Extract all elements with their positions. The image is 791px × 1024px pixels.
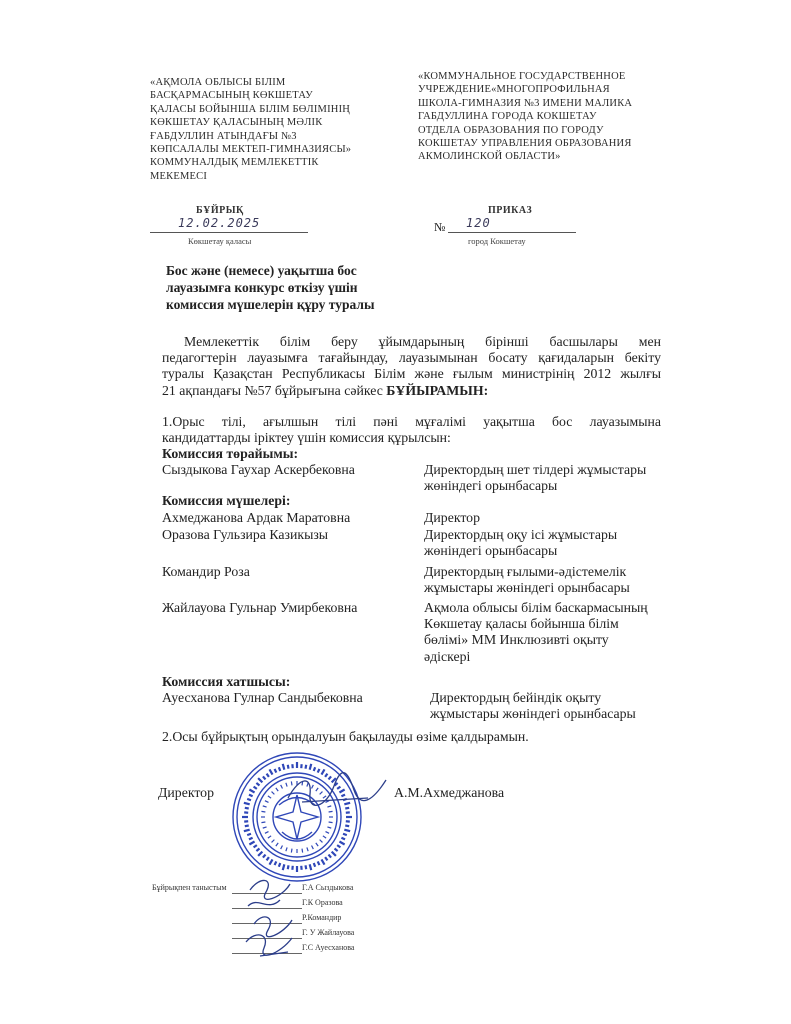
signature-name: А.М.Ахмеджанова [394,785,505,800]
title-line: Бос және (немесе) уақытша бос [166,263,357,278]
header-kz-line: ҒАБДУЛЛИН АТЫНДАҒЫ №3 [150,130,297,142]
chair-name: Сыздыкова Гаухар Аскербековна [162,462,355,477]
member-role-line: әдіскері [424,648,471,664]
order-verb: БҰЙЫРАМЫН: [386,382,489,398]
member-role [424,600,648,665]
date-line [150,232,308,233]
header-ru-line: АКМОЛИНСКОЙ ОБЛАСТИ» [418,151,561,163]
member-role [424,564,630,596]
header-ru-line: «КОММУНАЛЬНОЕ ГОСУДАРСТВЕННОЕ [418,71,626,82]
ack-name: Г. У Жайлауова [302,928,355,937]
ack-name: Г.А Сыздыкова [302,883,354,892]
member-role [424,510,480,526]
header-kz-line: ҚАЛАСЫ БОЙЫНША БІЛІМ БӨЛІМІНІҢ [150,103,351,115]
member-name: Оразова Гульзира Казикызы [162,527,329,542]
member-role-line: Директордың оқу ісі жұмыстары [424,527,618,542]
member-role-line: жөніндегі орынбасары [424,543,558,559]
order-number: 120 [466,216,491,230]
member-role [424,527,617,559]
signature-position: Директор [158,785,214,800]
intro-last-text: 21 ақпандағы №57 бұйрығына сәйкес [162,382,387,398]
header-kz-line: МЕКЕМЕСІ [150,170,208,182]
title-line: лауазымға конкурс өткізу үшін [166,280,358,295]
ack-signatures [240,872,300,962]
member-name: Ахмеджанова Ардак Маратовна [162,510,351,525]
header-kz [150,76,380,183]
director-signature [282,768,392,812]
intro-line: педагогтерін лауазымға тағайындау, лауазымынан босату қағидаларын бекіту [162,350,661,366]
ack-name: Р.Командир [302,913,342,922]
ack-name: Г.К Оразова [302,898,343,907]
intro-line: Мемлекеттік білім беру ұйымдарының бірінші басшылары мен [184,334,661,349]
document-title [166,262,375,313]
item-1-line: 1.Орыс тілі, ағылшын тілі пәні мұғалімі уақытша бос лауазымына [162,414,661,429]
header-ru-line: УЧРЕЖДЕНИЕ«МНОГОПРОФИЛЬНАЯ [418,84,610,96]
secretary-role-line: Директордың бейіндік оқыту [430,690,602,705]
item-1-line: кандидаттарды іріктеу үшін комиссия құрылсын: [162,430,451,446]
member-role-line: Директордың ғылыми-әдістемелік [424,564,627,579]
intro-line [162,383,661,399]
header-ru-line: ОТДЕЛА ОБРАЗОВАНИЯ ПО ГОРОДУ [418,124,604,136]
intro-line: туралы Қазақстан Республикасы Білім және ғылым министрінің 2012 жылғы [162,366,661,382]
ack-label: Бұйрықпен таныстым [152,883,227,892]
chair-heading: Комиссия төрайымы: [162,446,299,461]
number-line [448,232,576,233]
header-kz-line: БАСҚАРМАСЫНЫҢ КӨКШЕТАУ [150,90,313,102]
secretary-name: Ауесханова Гулнар Сандыбековна [162,690,363,705]
header-kz-line: КӨКШЕТАУ ҚАЛАСЫНЫҢ МӘЛІК [150,117,323,129]
secretary-heading: Комиссия хатшысы: [162,674,291,689]
header-ru-line: КОКШЕТАУ УПРАВЛЕНИЯ ОБРАЗОВАНИЯ [418,138,632,150]
chair-role-line: жөніндегі орынбасары [424,478,558,494]
header-ru-line: ШКОЛА-ГИМНАЗИЯ №3 ИМЕНИ МАЛИКА [418,97,633,109]
member-role-line: жұмыстары жөніндегі орынбасары [424,580,630,596]
header-kz-line: «АҚМОЛА ОБЛЫСЫ БІЛІМ [150,77,286,88]
member-role-line: Көкшетау қаласы бойынша білім [424,616,619,632]
secretary-role [430,690,636,722]
city-ru: город Кокшетау [468,236,526,246]
chair-role-line: Директордың шет тілдері жұмыстары [424,462,647,477]
ack-name: Г.С Ауесханова [302,943,355,952]
member-role-line: Ақмола облысы білім баскармасының [424,600,648,615]
secretary-role-line: жұмыстары жөніндегі орынбасары [430,706,636,722]
header-ru [418,70,658,164]
city-kz: Көкшетау қаласы [188,236,252,246]
chair-role [424,462,646,494]
item-1 [162,414,661,446]
order-date: 12.02.2025 [178,216,261,230]
order-word-kz: БҰЙРЫҚ [196,205,244,216]
member-name: Командир Роза [162,564,250,579]
number-sign: № [434,220,446,234]
member-name: Жайлауова Гульнар Умирбековна [162,600,358,615]
member-role-line: бөлімі» ММ Инклюзивті оқыту [424,632,609,648]
header-kz-line: КӨПСАЛАЛЫ МЕКТЕП-ГИМНАЗИЯСЫ» [150,144,352,156]
members-heading: Комиссия мүшелері: [162,493,291,508]
title-line: комиссия мүшелерін құру туралы [166,297,375,312]
header-ru-line: ГАБДУЛЛИНА ГОРОДА КОКШЕТАУ [418,111,597,123]
intro-paragraph [162,334,661,399]
header-kz-line: КОММУНАЛДЫҚ МЕМЛЕКЕТТІК [150,157,319,169]
order-word-ru: ПРИКАЗ [488,205,533,216]
member-role-line: Директор [424,510,480,525]
item-2: 2.Осы бұйрықтың орындалуын бақылауды өзіме қалдырамын. [162,729,529,744]
